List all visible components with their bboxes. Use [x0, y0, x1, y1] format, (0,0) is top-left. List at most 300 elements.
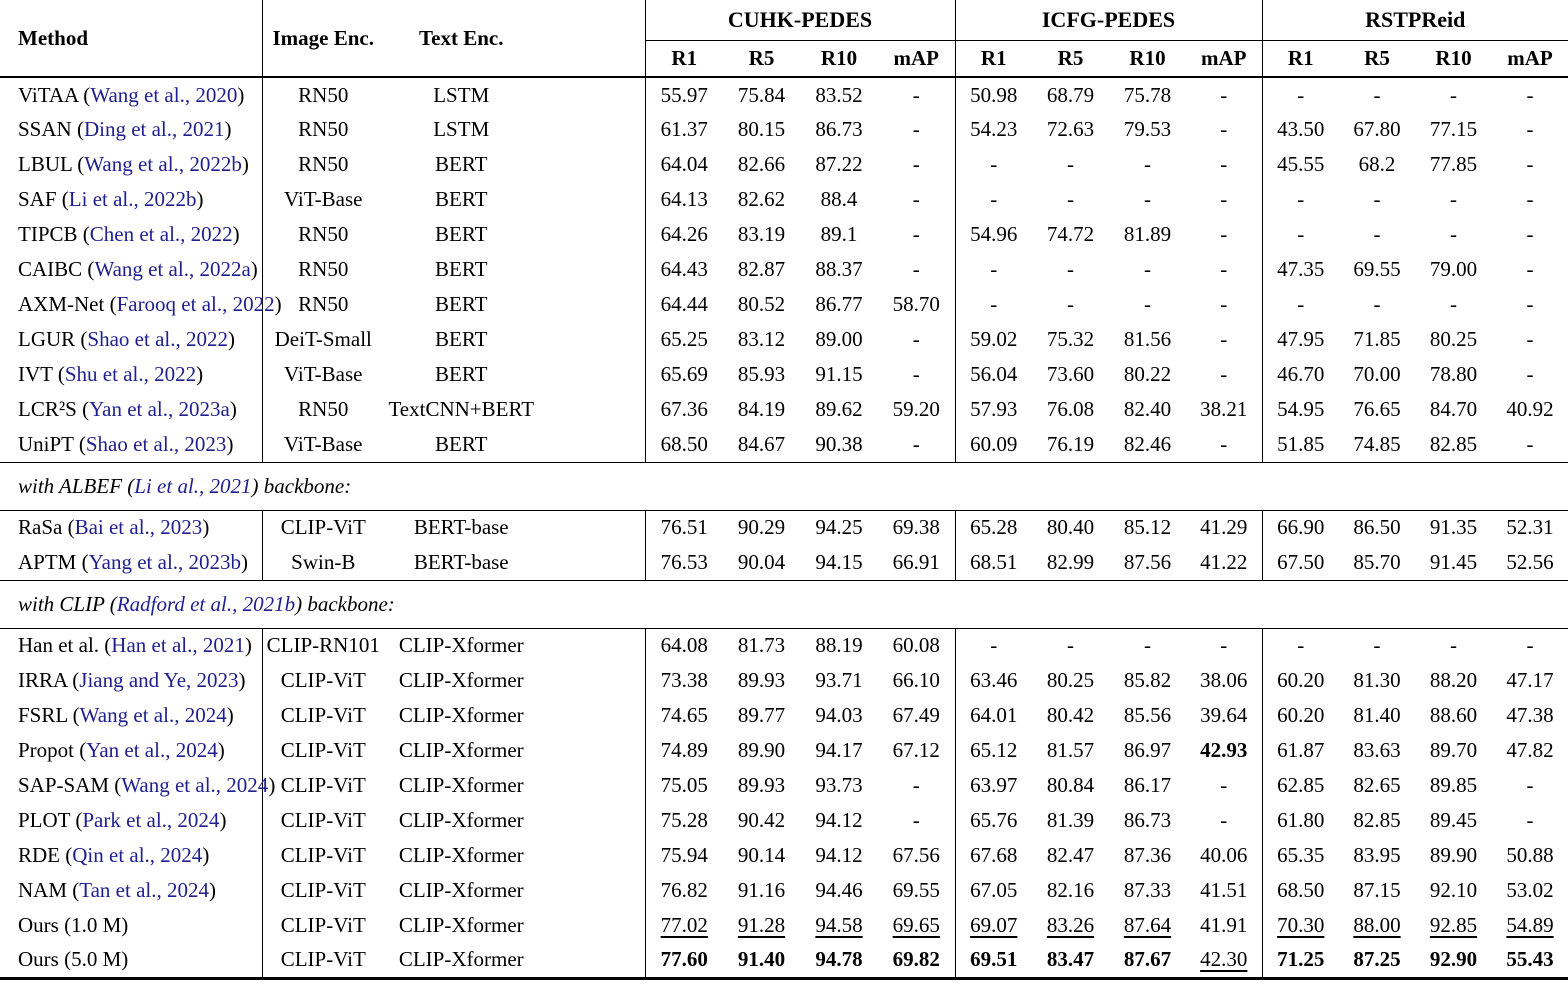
cuhk-r1-cell: 67.36	[645, 392, 723, 427]
citation-link[interactable]: Yan et al., 2023a	[89, 397, 230, 421]
image-encoder-cell: RN50	[262, 112, 384, 147]
table-row	[0, 287, 1568, 322]
rstp-r1-cell: -	[1262, 182, 1339, 217]
icfg-r5-cell: 80.40	[1046, 515, 1095, 540]
method-cell	[0, 147, 262, 182]
icfg-r5-cell: 72.63	[1046, 117, 1095, 141]
table-row	[0, 77, 1568, 112]
image-encoder-cell: ViT-Base	[262, 182, 384, 217]
method-label-close: )	[250, 257, 258, 281]
cuhk-r5-cell: 91.40	[737, 947, 786, 972]
citation-link[interactable]: Li et al., 2021	[134, 473, 252, 498]
method-label: APTM (	[18, 549, 89, 574]
method-label: SAF (	[18, 187, 69, 211]
citation-link[interactable]: Shao et al., 2022	[87, 327, 228, 351]
method-cell	[0, 628, 262, 663]
rstp-r5-cell: -	[1373, 633, 1381, 658]
rstp-r5-cell: 74.85	[1353, 431, 1401, 456]
method-label: SAP-SAM (	[18, 773, 122, 797]
citation-link[interactable]: Li et al., 2022b	[68, 187, 197, 211]
icfg-map-cell: -	[1220, 773, 1228, 797]
icfg-r5-cell: 82.47	[1046, 843, 1095, 867]
rstp-r10-cell: -	[1450, 222, 1457, 246]
cuhk-r5-cell: 83.12	[737, 327, 786, 351]
cuhk-r1-cell: 77.02	[645, 908, 723, 943]
method-label-close: )	[241, 549, 249, 574]
cuhk-r5-cell: 75.84	[737, 82, 786, 107]
method-cell	[0, 733, 262, 768]
icfg-r10-cell: 82.46	[1123, 431, 1172, 456]
rstp-r10-cell: 84.70	[1429, 397, 1478, 421]
rstp-r10-cell: 89.85	[1429, 773, 1478, 797]
rstp-r1-cell: 70.30	[1262, 908, 1339, 943]
text-encoder-cell: BERT	[435, 362, 488, 386]
image-encoder-cell: RN50	[262, 252, 384, 287]
icfg-r10-cell: 86.97	[1123, 738, 1172, 762]
citation-link[interactable]: Farooq et al., 2022	[116, 292, 275, 316]
method-label: Propot (	[18, 738, 87, 762]
icfg-map-cell: 40.06	[1200, 843, 1248, 867]
rstp-map-cell: 47.17	[1506, 668, 1554, 692]
rstp-r10-cell: 88.20	[1429, 668, 1478, 692]
icfg-r1-cell: 63.46	[955, 663, 1032, 698]
icfg-r10-cell: 87.36	[1123, 843, 1172, 867]
icfg-r1-cell: 60.09	[955, 427, 1032, 462]
method-label: RDE (	[18, 843, 73, 867]
rstp-r10-cell: 89.70	[1429, 738, 1478, 762]
rstp-map-cell: 55.43	[1506, 947, 1554, 972]
image-encoder-cell: CLIP-ViT	[262, 698, 384, 733]
image-encoder-cell: CLIP-RN101	[262, 628, 384, 663]
group-header-cuhk-pedes: CUHK-PEDES	[645, 0, 955, 40]
cuhk-r10-cell: 83.52	[815, 82, 863, 107]
cuhk-map-cell: -	[912, 327, 920, 351]
rstp-r1-cell: 62.85	[1262, 768, 1339, 803]
icfg-map-cell: 42.93	[1200, 738, 1248, 762]
cuhk-r10-cell: 88.37	[815, 257, 863, 281]
rstp-map-cell: -	[1526, 82, 1534, 107]
image-encoder-cell: CLIP-ViT	[262, 733, 384, 768]
method-label: SSAN (	[18, 117, 84, 141]
icfg-map-cell: 39.64	[1200, 703, 1248, 727]
icfg-r5-cell: -	[1067, 292, 1074, 316]
method-label: IRRA (	[18, 668, 80, 692]
text-encoder-cell: CLIP-Xformer	[398, 878, 524, 902]
icfg-r10-cell: 85.82	[1123, 668, 1172, 692]
icfg-r5-cell: 76.08	[1046, 397, 1095, 421]
citation-link[interactable]: Yang et al., 2023b	[88, 549, 242, 574]
cuhk-r5-cell: 90.29	[737, 515, 786, 540]
rstp-r10-cell: 78.80	[1429, 362, 1478, 386]
rstp-map-cell: 52.56	[1506, 549, 1554, 574]
icfg-r5-cell: 68.79	[1046, 82, 1095, 107]
rstp-map-cell: -	[1526, 292, 1534, 316]
icfg-map-cell: -	[1220, 187, 1228, 211]
method-cell	[0, 252, 262, 287]
citation-link[interactable]: Jiang and Ye, 2023	[79, 668, 239, 692]
method-cell	[0, 663, 262, 698]
icfg-r10-cell: -	[1144, 152, 1151, 176]
icfg-r10-cell: 86.73	[1123, 808, 1172, 832]
subheader-icfg-map: mAP	[1186, 40, 1262, 77]
text-encoder-cell: BERT-base	[413, 515, 509, 540]
icfg-r5-cell: 80.42	[1046, 703, 1095, 727]
section-text-post: ) backbone:	[251, 473, 352, 498]
icfg-r1-cell: 54.96	[955, 217, 1032, 252]
cuhk-r1-cell: 65.25	[645, 322, 723, 357]
rstp-r1-cell: 47.35	[1262, 252, 1339, 287]
icfg-r10-cell: 86.17	[1123, 773, 1172, 797]
icfg-r5-cell: -	[1067, 633, 1074, 658]
text-encoder-cell: BERT	[435, 152, 488, 176]
table-row	[0, 698, 1568, 733]
cuhk-r1-cell: 75.05	[645, 768, 723, 803]
icfg-r1-cell: 68.51	[955, 545, 1032, 580]
icfg-r5-cell: 81.39	[1046, 808, 1095, 832]
icfg-map-cell: -	[1220, 82, 1228, 107]
rstp-map-cell: 54.89	[1506, 913, 1554, 937]
table-header	[0, 0, 1568, 77]
method-label-close: )	[229, 397, 237, 421]
cuhk-r10-cell: 91.15	[815, 362, 863, 386]
cuhk-r1-cell: 55.97	[645, 77, 723, 112]
citation-link[interactable]: Park et al., 2024	[82, 808, 220, 832]
text-encoder-cell: CLIP-Xformer	[398, 668, 524, 692]
rstp-r10-cell: 92.90	[1429, 947, 1478, 972]
subheader-cuhk-map: mAP	[878, 40, 955, 77]
cuhk-r1-cell: 74.89	[645, 733, 723, 768]
icfg-r10-cell: 85.12	[1123, 515, 1172, 540]
rstp-r5-cell: -	[1373, 187, 1381, 211]
icfg-r1-cell: -	[955, 287, 1032, 322]
cuhk-r1-cell: 75.94	[645, 838, 723, 873]
citation-link[interactable]: Tan et al., 2024	[79, 878, 209, 902]
cuhk-r5-cell: 89.93	[737, 668, 786, 692]
method-label-close: )	[274, 292, 282, 316]
citation-link[interactable]: Wang et al., 2024	[79, 703, 227, 727]
citation-link[interactable]: Wang et al., 2020	[90, 82, 238, 107]
method-label-close: )	[217, 738, 225, 762]
text-encoder-cell: BERT	[435, 327, 488, 351]
method-label: LBUL (	[18, 152, 85, 176]
cuhk-r5-cell: 89.77	[737, 703, 786, 727]
icfg-r5-cell: 83.47	[1046, 947, 1095, 972]
text-encoder-cell: CLIP-Xformer	[398, 633, 524, 658]
rstp-r1-cell: -	[1262, 217, 1339, 252]
icfg-r10-cell: 81.89	[1123, 222, 1172, 246]
cuhk-r5-cell: 84.19	[737, 397, 786, 421]
rstp-map-cell: -	[1526, 431, 1534, 456]
cuhk-map-cell: 66.91	[892, 549, 940, 574]
method-label: LGUR (	[18, 327, 88, 351]
cuhk-r1-cell: 64.04	[645, 147, 723, 182]
rstp-r5-cell: 87.15	[1353, 878, 1401, 902]
cuhk-r10-cell: 94.15	[815, 549, 863, 574]
method-label-close: )	[224, 117, 232, 141]
method-label-close: )	[226, 431, 234, 456]
cuhk-r1-cell: 64.44	[645, 287, 723, 322]
cuhk-r5-cell: 89.90	[737, 738, 786, 762]
icfg-map-cell: 41.22	[1200, 549, 1248, 574]
table-row	[0, 838, 1568, 873]
icfg-r10-cell: 75.78	[1123, 82, 1172, 107]
cuhk-r5-cell: 91.28	[737, 913, 786, 937]
cuhk-map-cell: 69.55	[892, 878, 940, 902]
cuhk-r10-cell: 88.19	[815, 633, 863, 658]
subheader-rstp-r1: R1	[1262, 40, 1339, 77]
section-text-pre: with CLIP (	[18, 591, 117, 616]
image-encoder-cell: CLIP-ViT	[262, 663, 384, 698]
method-label: FSRL (	[18, 703, 80, 727]
table-row	[0, 147, 1568, 182]
cuhk-r10-cell: 94.12	[815, 808, 863, 832]
cuhk-map-cell: 67.49	[892, 703, 940, 727]
method-label: UniPT (	[18, 431, 86, 456]
citation-link[interactable]: Wang et al., 2024	[121, 773, 269, 797]
citation-link[interactable]: Qin et al., 2024	[72, 843, 203, 867]
citation-link[interactable]: Han et al., 2021	[111, 633, 245, 658]
cuhk-r10-cell: 88.4	[820, 187, 858, 211]
method-cell	[0, 908, 262, 943]
rstp-r5-cell: 87.25	[1353, 947, 1401, 972]
icfg-r1-cell: 69.07	[955, 908, 1032, 943]
rstp-map-cell: -	[1526, 152, 1534, 176]
cuhk-r10-cell: 89.1	[820, 222, 858, 246]
rstp-r5-cell: 68.2	[1358, 152, 1396, 176]
icfg-r1-cell: 67.05	[955, 873, 1032, 908]
text-encoder-cell: CLIP-Xformer	[398, 808, 524, 832]
section-heading	[0, 462, 1568, 510]
method-cell	[0, 698, 262, 733]
icfg-r5-cell: -	[1067, 152, 1074, 176]
icfg-map-cell: -	[1220, 633, 1228, 658]
rstp-r10-cell: 91.45	[1429, 549, 1478, 574]
image-encoder-cell: CLIP-ViT	[262, 943, 384, 978]
cuhk-r5-cell: 82.87	[737, 257, 786, 281]
icfg-r5-cell: 73.60	[1046, 362, 1095, 386]
cuhk-map-cell: 66.10	[892, 668, 940, 692]
cuhk-r1-cell: 74.65	[645, 698, 723, 733]
text-encoder-cell: CLIP-Xformer	[398, 947, 524, 972]
method-label-close: )	[202, 843, 210, 867]
method-label-close: )	[209, 878, 216, 902]
image-encoder-cell: CLIP-ViT	[262, 768, 384, 803]
icfg-r5-cell: 80.25	[1046, 668, 1095, 692]
subheader-cuhk-r1: R1	[645, 40, 723, 77]
rstp-r5-cell: -	[1373, 222, 1381, 246]
icfg-map-cell: -	[1220, 222, 1228, 246]
citation-link[interactable]: Ding et al., 2021	[83, 117, 225, 141]
icfg-r10-cell: 87.67	[1123, 947, 1172, 972]
cuhk-r1-cell: 64.43	[645, 252, 723, 287]
image-encoder-cell: DeiT-Small	[262, 322, 384, 357]
cuhk-r5-cell: 84.67	[737, 431, 786, 456]
rstp-map-cell: -	[1526, 327, 1534, 351]
table-row	[0, 357, 1568, 392]
section-row	[0, 462, 1568, 510]
text-encoder-cell: CLIP-Xformer	[398, 913, 524, 937]
rstp-map-cell: -	[1526, 222, 1534, 246]
text-encoder-cell: BERT	[435, 222, 488, 246]
citation-link[interactable]: Shu et al., 2022	[64, 362, 197, 386]
rstp-r1-cell: -	[1262, 628, 1339, 663]
cuhk-map-cell: -	[912, 773, 920, 797]
method-cell	[0, 803, 262, 838]
icfg-r10-cell: 87.33	[1123, 878, 1172, 902]
table-row	[0, 803, 1568, 838]
cuhk-r10-cell: 89.62	[815, 397, 863, 421]
rstp-r5-cell: -	[1373, 82, 1381, 107]
table-row	[0, 510, 1568, 545]
cuhk-r10-cell: 94.12	[815, 843, 863, 867]
rstp-r10-cell: 89.45	[1429, 808, 1478, 832]
citation-link[interactable]: Radford et al., 2021b	[116, 591, 296, 616]
cuhk-map-cell: -	[912, 222, 920, 246]
icfg-map-cell: 41.29	[1200, 515, 1248, 540]
icfg-r5-cell: -	[1067, 187, 1074, 211]
icfg-map-cell: 38.06	[1200, 668, 1248, 692]
icfg-r1-cell: 63.97	[955, 768, 1032, 803]
icfg-r1-cell: 64.01	[955, 698, 1032, 733]
cuhk-map-cell: 59.20	[892, 397, 940, 421]
icfg-r1-cell: 65.28	[955, 510, 1032, 545]
cuhk-r1-cell: 76.51	[645, 510, 723, 545]
method-label-close: )	[202, 515, 210, 540]
icfg-r10-cell: 87.56	[1123, 549, 1172, 574]
subheader-icfg-r5: R5	[1032, 40, 1109, 77]
rstp-r5-cell: 88.00	[1353, 913, 1401, 937]
rstp-map-cell: 47.38	[1506, 703, 1554, 727]
table-row	[0, 768, 1568, 803]
cuhk-r1-cell: 64.08	[645, 628, 723, 663]
cuhk-r10-cell: 86.73	[815, 117, 863, 141]
image-encoder-cell: CLIP-ViT	[262, 803, 384, 838]
icfg-r1-cell: -	[955, 182, 1032, 217]
icfg-r5-cell: 80.84	[1046, 773, 1095, 797]
table-row	[0, 322, 1568, 357]
method-label: Ours (1.0 M)	[18, 913, 129, 937]
rstp-map-cell: -	[1526, 187, 1534, 211]
rstp-r1-cell: 67.50	[1262, 545, 1339, 580]
image-encoder-cell: RN50	[262, 392, 384, 427]
icfg-r5-cell: 74.72	[1046, 222, 1095, 246]
icfg-r10-cell: 82.40	[1123, 397, 1172, 421]
rstp-r10-cell: 92.10	[1429, 878, 1478, 902]
rstp-map-cell: -	[1526, 117, 1534, 141]
cuhk-r10-cell: 93.71	[815, 668, 863, 692]
cuhk-r5-cell: 91.16	[737, 878, 786, 902]
rstp-r1-cell: 47.95	[1262, 322, 1339, 357]
rstp-r5-cell: 82.85	[1353, 808, 1401, 832]
cuhk-r5-cell: 81.73	[737, 633, 786, 658]
rstp-r10-cell: -	[1450, 633, 1457, 658]
rstp-r1-cell: 66.90	[1262, 510, 1339, 545]
method-label-close: )	[241, 152, 249, 176]
cuhk-r1-cell: 77.60	[645, 943, 723, 978]
citation-link[interactable]: Bai et al., 2023	[74, 515, 203, 540]
icfg-r1-cell: 69.51	[955, 943, 1032, 978]
citation-link[interactable]: Wang et al., 2022b	[84, 152, 242, 176]
rstp-r10-cell: 92.85	[1429, 913, 1478, 937]
subheader-rstp-r5: R5	[1339, 40, 1415, 77]
text-encoder-cell: BERT	[435, 187, 488, 211]
table-row	[0, 252, 1568, 287]
citation-link[interactable]: Shao et al., 2023	[85, 431, 227, 456]
table-row	[0, 733, 1568, 768]
icfg-r5-cell: 82.99	[1046, 549, 1095, 574]
rstp-r1-cell: -	[1262, 77, 1339, 112]
rstp-map-cell: -	[1526, 808, 1534, 832]
rstp-r5-cell: 81.40	[1353, 703, 1401, 727]
method-label: AXM-Net (	[18, 292, 117, 316]
cuhk-map-cell: -	[912, 257, 920, 281]
rstp-r10-cell: 89.90	[1429, 843, 1478, 867]
icfg-r1-cell: 50.98	[955, 77, 1032, 112]
rstp-r5-cell: 83.95	[1353, 843, 1401, 867]
citation-link[interactable]: Chen et al., 2022	[89, 222, 233, 246]
rstp-r1-cell: 43.50	[1262, 112, 1339, 147]
cuhk-r10-cell: 94.03	[815, 703, 863, 727]
method-cell	[0, 510, 262, 545]
cuhk-r10-cell: 86.77	[815, 292, 863, 316]
image-encoder-cell: RN50	[262, 287, 384, 322]
icfg-r1-cell: 65.76	[955, 803, 1032, 838]
rstp-r5-cell: 70.00	[1353, 362, 1401, 386]
rstp-map-cell: -	[1526, 773, 1534, 797]
image-encoder-cell: RN50	[262, 217, 384, 252]
icfg-map-cell: 41.51	[1200, 878, 1248, 902]
cuhk-map-cell: 67.12	[892, 738, 940, 762]
cuhk-map-cell: -	[912, 362, 920, 386]
rstp-r5-cell: -	[1373, 292, 1381, 316]
method-label: Han et al. (	[18, 633, 112, 658]
icfg-r5-cell: 82.16	[1046, 878, 1095, 902]
cuhk-r5-cell: 90.42	[737, 808, 786, 832]
cuhk-map-cell: 69.82	[892, 947, 940, 972]
section-heading	[0, 580, 1568, 628]
method-cell	[0, 873, 262, 908]
icfg-r1-cell: 65.12	[955, 733, 1032, 768]
table-row	[0, 182, 1568, 217]
rstp-r5-cell: 67.80	[1353, 117, 1401, 141]
rstp-r5-cell: 86.50	[1353, 515, 1401, 540]
icfg-map-cell: -	[1220, 152, 1228, 176]
icfg-r1-cell: -	[955, 628, 1032, 663]
rstp-r10-cell: 77.15	[1429, 117, 1478, 141]
cuhk-r1-cell: 61.37	[645, 112, 723, 147]
method-cell	[0, 217, 262, 252]
cuhk-r5-cell: 82.62	[737, 187, 786, 211]
citation-link[interactable]: Yan et al., 2024	[86, 738, 218, 762]
image-encoder-cell: ViT-Base	[262, 427, 384, 462]
cuhk-r5-cell: 82.66	[737, 152, 786, 176]
rstp-r1-cell: 46.70	[1262, 357, 1339, 392]
cuhk-r10-cell: 94.78	[815, 947, 863, 972]
citation-link[interactable]: Wang et al., 2022a	[94, 257, 251, 281]
rstp-r10-cell: -	[1450, 292, 1457, 316]
group-header-rstpreid: RSTPReid	[1262, 0, 1568, 40]
method-cell	[0, 768, 276, 803]
cuhk-r10-cell: 94.17	[815, 738, 863, 762]
icfg-r5-cell: 83.26	[1046, 913, 1095, 937]
icfg-r10-cell: -	[1144, 292, 1151, 316]
rstp-r1-cell: 51.85	[1262, 427, 1339, 462]
cuhk-r10-cell: 94.58	[815, 913, 863, 937]
rstp-r10-cell: -	[1450, 187, 1457, 211]
method-label-close: )	[232, 222, 240, 246]
method-label: IVT (	[18, 362, 65, 386]
rstp-map-cell: 53.02	[1506, 878, 1554, 902]
